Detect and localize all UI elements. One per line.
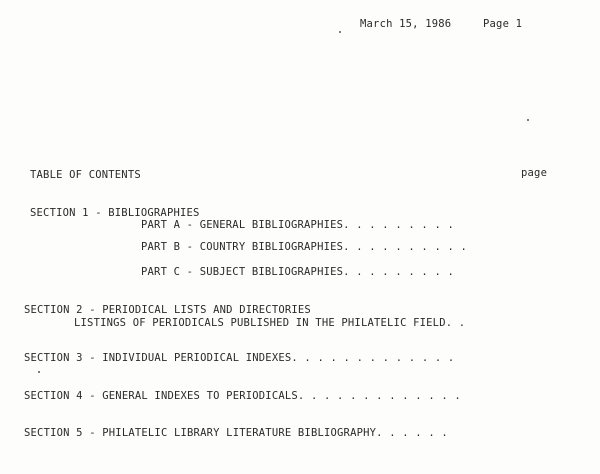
toc-title: TABLE OF CONTENTS xyxy=(30,169,141,181)
scan-speck xyxy=(527,119,529,121)
header-date: March 15, 1986 xyxy=(360,18,452,30)
section-5-entry: SECTION 5 - PHILATELIC LIBRARY LITERATURE BIBLIOGRAPHY. . . . . . xyxy=(24,427,448,439)
page-column-label: page xyxy=(521,167,548,179)
section-3-entry: SECTION 3 - INDIVIDUAL PERIODICAL INDEXES. . . . . . . . . . . . . xyxy=(24,352,455,364)
section-1-part-c: PART C - SUBJECT BIBLIOGRAPHIES. . . . . . . . . xyxy=(141,266,455,278)
section-1-part-b: PART B - COUNTRY BIBLIOGRAPHIES. . . . . . . . . . xyxy=(141,241,468,253)
section-2-subentry: LISTINGS OF PERIODICALS PUBLISHED IN THE PHILATELIC FIELD. . xyxy=(74,317,466,329)
section-1-part-a: PART A - GENERAL BIBLIOGRAPHIES. . . . . . . . . xyxy=(141,219,455,231)
scan-speck xyxy=(38,371,40,373)
section-1-heading: SECTION 1 - BIBLIOGRAPHIES xyxy=(30,207,200,219)
section-2-heading: SECTION 2 - PERIODICAL LISTS AND DIRECTORIES xyxy=(24,304,311,316)
scan-speck xyxy=(339,31,341,33)
header-page-number: Page 1 xyxy=(483,18,523,30)
section-4-entry: SECTION 4 - GENERAL INDEXES TO PERIODICALS. . . . . . . . . . . . . xyxy=(24,390,461,402)
